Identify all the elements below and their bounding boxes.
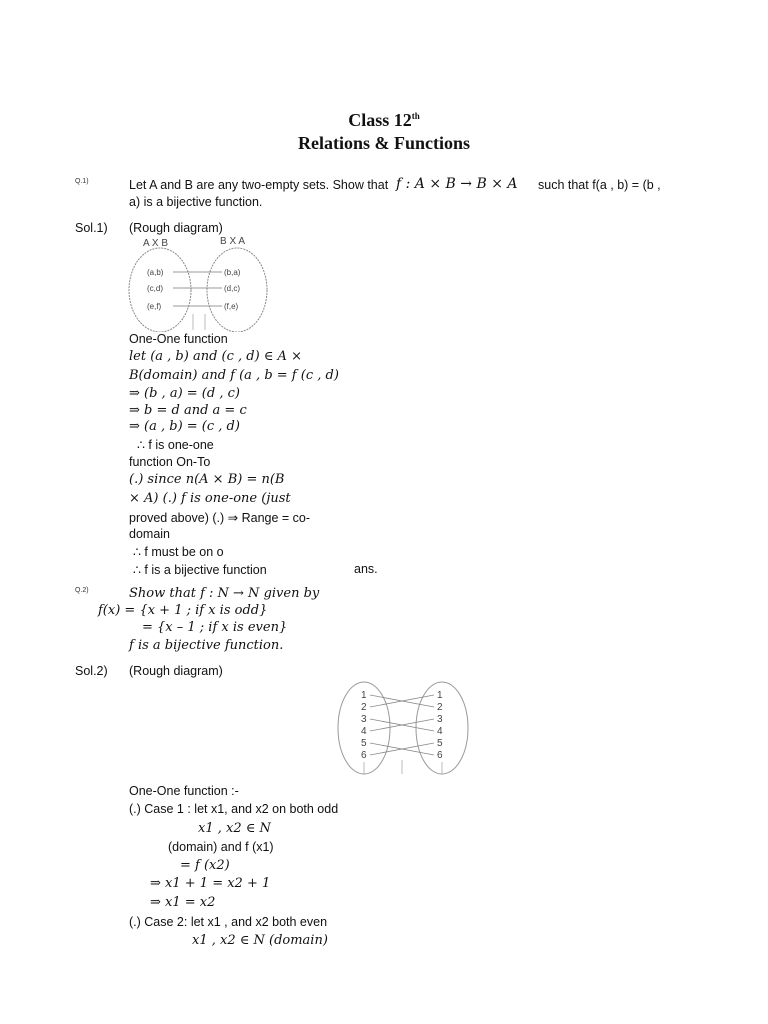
- diagram-right-item: 6: [437, 750, 443, 761]
- diagram-left-item: 2: [361, 702, 367, 713]
- sol2-diagram: [334, 680, 474, 782]
- q2-line: f(x) = {x + 1 ; if x is odd}: [98, 603, 268, 618]
- q2-line: Show that f : N → N given by: [129, 586, 320, 601]
- diagram-left-item: (c,d): [147, 284, 163, 293]
- diagram-left-title: A X B: [143, 238, 169, 249]
- sol2-line: x1 , x2 ∈ N (domain): [192, 933, 328, 948]
- diagram-right-item: 1: [437, 690, 443, 701]
- sol2-line: ⇒ x1 + 1 = x2 + 1: [150, 876, 271, 891]
- sol1-line: ⇒ b = d and a = c: [129, 403, 247, 418]
- sol1-line: (.) since n(A × B) = n(B: [129, 472, 285, 487]
- sol1-line: let (a , b) and (c , d) ∈ A ×: [129, 349, 302, 364]
- sol1-line: function On-To: [129, 455, 211, 469]
- diagram-right-item: (f,e): [224, 302, 239, 311]
- sol2-rough: (Rough diagram): [129, 664, 223, 678]
- q1-math: f : A × B → B × A: [396, 176, 518, 192]
- sol1-line: domain: [129, 527, 170, 541]
- diagram-right-title: B X A: [220, 236, 246, 247]
- title-class: Class 12th: [348, 110, 420, 130]
- sol1-diagram: [125, 232, 270, 332]
- q1-text-a: Let A and B are any two-empty sets. Show that: [129, 178, 389, 192]
- diagram-right-item: (b,a): [224, 268, 241, 277]
- q2-line: f is a bijective function.: [129, 638, 284, 653]
- q1-text-b: such that f(a , b) = (b ,: [538, 178, 661, 192]
- sol1-line: ∴ f must be on o: [133, 545, 224, 559]
- diagram-left-item: 4: [361, 726, 367, 737]
- title-subject: Relations & Functions: [297, 133, 470, 153]
- diagram-right-item: 4: [437, 726, 443, 737]
- q2-label: Q.2): [75, 587, 89, 594]
- sol2-line: x1 , x2 ∈ N: [198, 821, 271, 836]
- diagram-left-item: (a,b): [147, 268, 164, 277]
- sol1-line: × A) (.) f is one-one (just: [129, 491, 291, 506]
- diagram-left-item: 6: [361, 750, 367, 761]
- diagram-right-item: 3: [437, 714, 443, 725]
- q2-line: = {x – 1 ; if x is even}: [142, 620, 288, 635]
- sol2-line: (domain) and f (x1): [168, 840, 274, 854]
- diagram-left-item: 1: [361, 690, 367, 701]
- sol1-rough: (Rough diagram): [129, 221, 223, 235]
- sol2-line: = f (x2): [180, 858, 230, 873]
- sol2-line: (.) Case 1 : let x1, and x2 on both odd: [129, 802, 339, 816]
- q1-line2: a) is a bijective function.: [129, 195, 263, 209]
- diagram-right-item: 2: [437, 702, 443, 713]
- sol1-line: ∴ f is a bijective function: [133, 563, 267, 577]
- diagram-right-item: 5: [437, 738, 443, 749]
- sol1-line: B(domain) and f (a , b = f (c , d): [129, 368, 339, 383]
- diagram-right-item: (d,c): [224, 284, 240, 293]
- sol2-line: One-One function :-: [129, 784, 239, 798]
- sol1-line: proved above) (.) ⇒ Range = co-: [129, 511, 311, 525]
- sol1-line: ∴ f is one-one: [137, 438, 214, 452]
- sol2-line: ⇒ x1 = x2: [150, 895, 216, 910]
- q1-label: Q.1): [75, 178, 89, 185]
- sol2-line: (.) Case 2: let x1 , and x2 both even: [129, 915, 328, 929]
- diagram-left-item: 3: [361, 714, 367, 725]
- sol2-label: Sol.2): [75, 664, 108, 678]
- sol1-line: ⇒ (a , b) = (c , d): [129, 419, 240, 434]
- diagram-left-item: 5: [361, 738, 367, 749]
- sol1-ans: ans.: [354, 562, 378, 576]
- sol1-line: One-One function: [129, 332, 228, 346]
- sol1-label: Sol.1): [75, 221, 108, 235]
- diagram-left-item: (e,f): [147, 302, 162, 311]
- sol1-line: ⇒ (b , a) = (d , c): [129, 386, 240, 401]
